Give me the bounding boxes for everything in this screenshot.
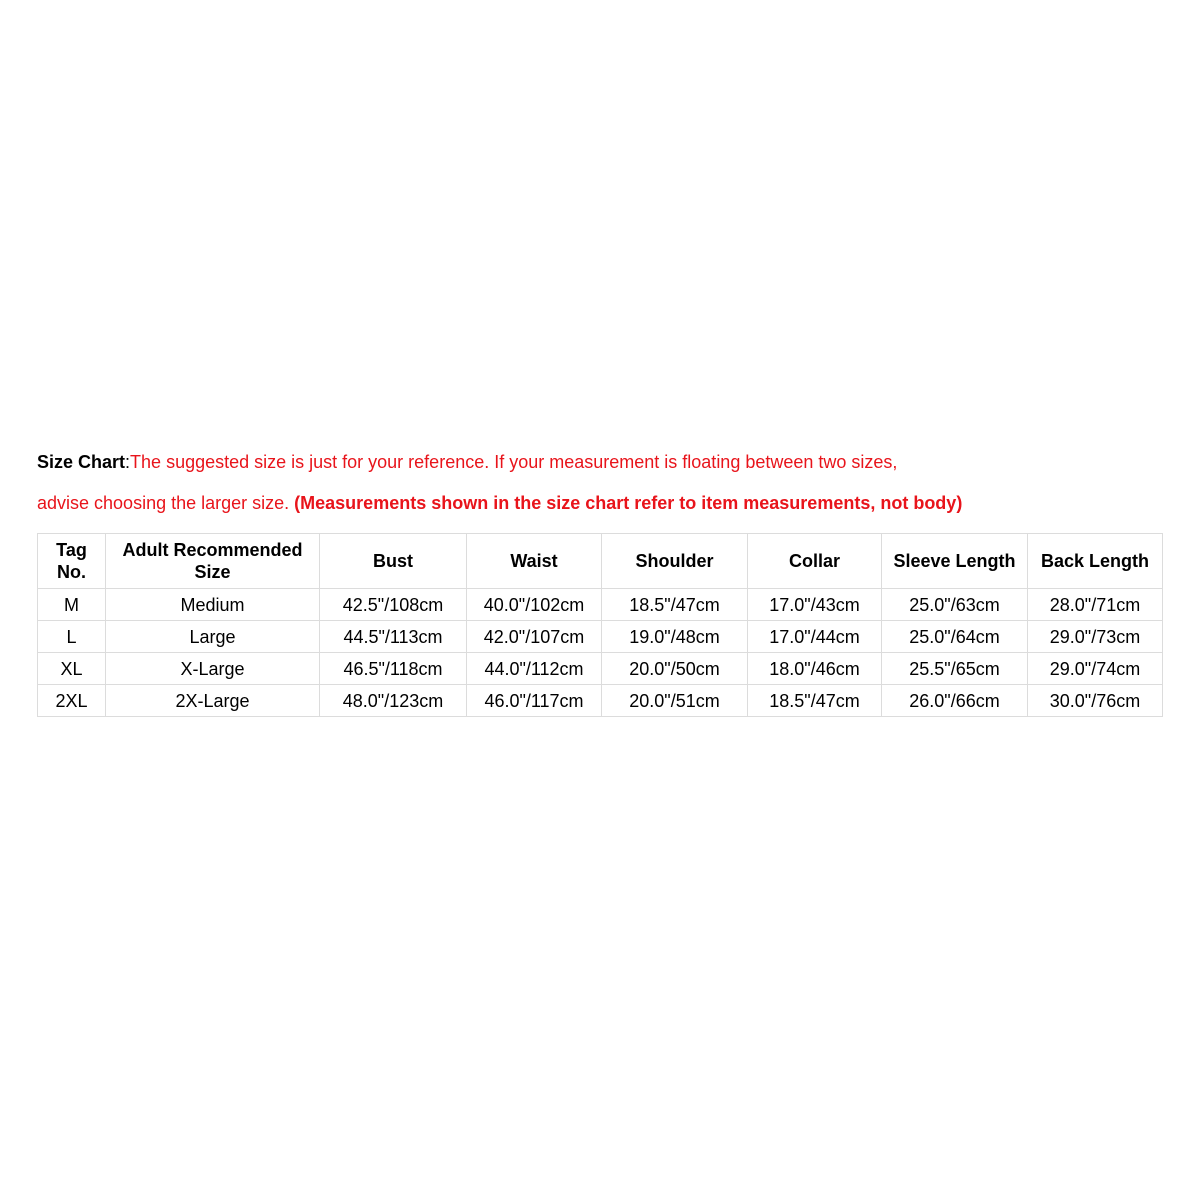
size-chart-note-line-1 bbox=[37, 451, 897, 473]
cell-tag: M bbox=[38, 589, 106, 621]
cell-shoulder: 19.0"/48cm bbox=[602, 621, 748, 653]
cell-waist: 46.0"/117cm bbox=[467, 685, 602, 717]
cell-back-length: 28.0"/71cm bbox=[1028, 589, 1163, 621]
table-row bbox=[38, 653, 1163, 685]
cell-sleeve-length: 25.0"/64cm bbox=[882, 621, 1028, 653]
cell-size: Medium bbox=[106, 589, 320, 621]
cell-tag: 2XL bbox=[38, 685, 106, 717]
cell-shoulder: 18.5"/47cm bbox=[602, 589, 748, 621]
table-row bbox=[38, 621, 1163, 653]
table-header-row bbox=[38, 534, 1163, 589]
table-row bbox=[38, 685, 1163, 717]
cell-sleeve-length: 26.0"/66cm bbox=[882, 685, 1028, 717]
header-waist: Waist bbox=[467, 534, 602, 589]
header-back-length: Back Length bbox=[1028, 534, 1163, 589]
size-chart-colon: : bbox=[125, 452, 131, 472]
cell-sleeve-length: 25.0"/63cm bbox=[882, 589, 1028, 621]
cell-back-length: 29.0"/73cm bbox=[1028, 621, 1163, 653]
header-adult-recommended-size: Adult Recommended Size bbox=[106, 534, 320, 589]
size-chart-table bbox=[37, 533, 1163, 717]
cell-collar: 17.0"/44cm bbox=[748, 621, 882, 653]
size-chart-note-line-2 bbox=[37, 492, 962, 514]
header-sleeve-length: Sleeve Length bbox=[882, 534, 1028, 589]
size-chart-label: Size Chart bbox=[37, 452, 126, 472]
cell-bust: 48.0"/123cm bbox=[320, 685, 467, 717]
cell-shoulder: 20.0"/51cm bbox=[602, 685, 748, 717]
cell-bust: 46.5"/118cm bbox=[320, 653, 467, 685]
cell-size: X-Large bbox=[106, 653, 320, 685]
size-chart-advice-text-2: advise choosing the larger size. bbox=[37, 493, 295, 513]
cell-tag: L bbox=[38, 621, 106, 653]
cell-bust: 44.5"/113cm bbox=[320, 621, 467, 653]
cell-size: 2X-Large bbox=[106, 685, 320, 717]
measurement-disclaimer: (Measurements shown in the size chart refer to item measurements, not body) bbox=[294, 493, 963, 513]
header-shoulder: Shoulder bbox=[602, 534, 748, 589]
header-tag-no: Tag No. bbox=[38, 534, 106, 589]
cell-back-length: 29.0"/74cm bbox=[1028, 653, 1163, 685]
cell-collar: 17.0"/43cm bbox=[748, 589, 882, 621]
cell-bust: 42.5"/108cm bbox=[320, 589, 467, 621]
cell-size: Large bbox=[106, 621, 320, 653]
cell-sleeve-length: 25.5"/65cm bbox=[882, 653, 1028, 685]
cell-waist: 42.0"/107cm bbox=[467, 621, 602, 653]
table-row bbox=[38, 589, 1163, 621]
cell-waist: 40.0"/102cm bbox=[467, 589, 602, 621]
cell-shoulder: 20.0"/50cm bbox=[602, 653, 748, 685]
header-collar: Collar bbox=[748, 534, 882, 589]
header-bust: Bust bbox=[320, 534, 467, 589]
cell-collar: 18.5"/47cm bbox=[748, 685, 882, 717]
cell-tag: XL bbox=[38, 653, 106, 685]
size-chart-advice-text: The suggested size is just for your reference. If your measurement is floating between two sizes, bbox=[130, 452, 898, 472]
cell-back-length: 30.0"/76cm bbox=[1028, 685, 1163, 717]
cell-waist: 44.0"/112cm bbox=[467, 653, 602, 685]
cell-collar: 18.0"/46cm bbox=[748, 653, 882, 685]
